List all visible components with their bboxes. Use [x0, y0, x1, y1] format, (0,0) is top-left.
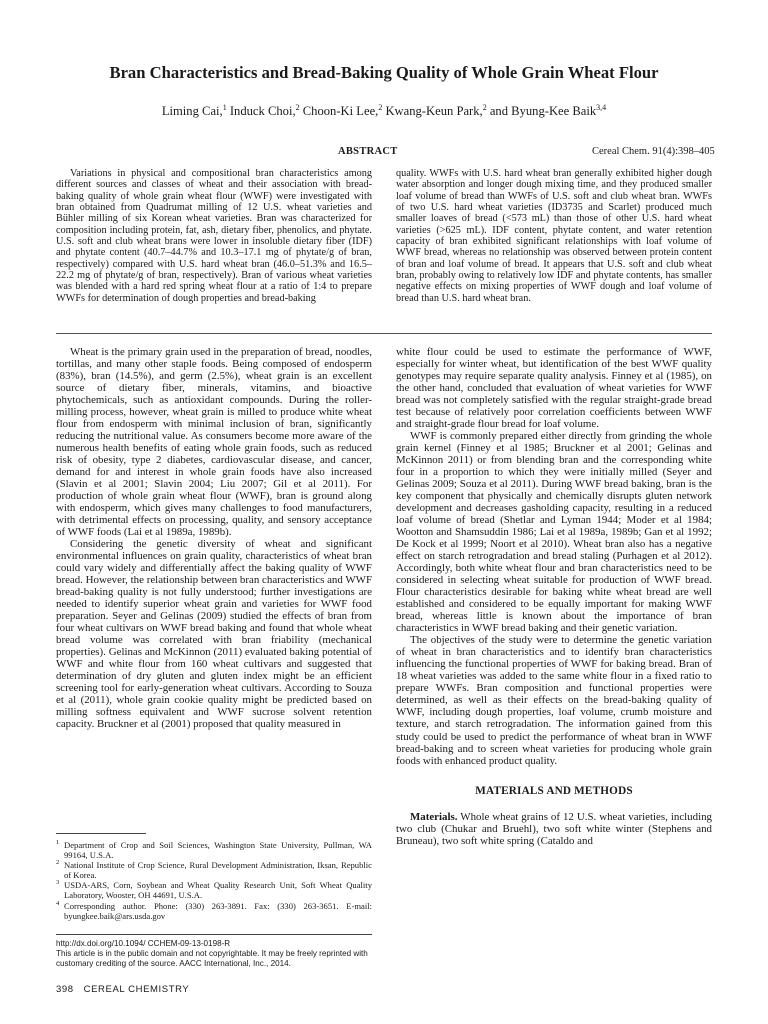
affiliation-footnotes	[56, 840, 372, 921]
doi-link[interactable]: http://dx.doi.org/10.1094/ CCHEM-09-13-0198-R	[56, 939, 231, 948]
author: Kwang-Keun Park,$^2$	[382, 103, 487, 119]
footnote: 2 National Institute of Crop Science, Rural Development Administration, Iksan, Republic of Korea.	[56, 859, 372, 881]
body-column-left	[56, 346, 372, 731]
body-paragraph: WWF is commonly prepared either directly from grinding the whole grain kernel (Finney et al 1985; Bruckner et al 2001; Gelinas and McKinnon 2011) or from blending bran and the corresponding white four in a proportion to which they were initially milled (Seyer and Gelinas 2009; Souza et al 2011). During WWF bread baking, bran is the key component that physically and chemically disrupts gluten network development and decreases gasholding capacity, resulting in a reduced loaf volume of bread (Shetlar and Lyman 1944; Moder et al 1984; Wootton and Shamsuddin 1986; Lai et al 1989a, 1989b; Gan et al 1992; De Kock et al 1999; Noort et al 2010). Wheat bran also has a negative effect on starch retrogradation and bread staling (Purhagen et al 2012). Accordingly, both white wheat flour and bran characteristics need to be considered in selecting wheat suitable for production of WWF bread. Flour characteristics desirable for baking white wheat bread are well established and considered to be equally important for making WWF bread, whereas little is known about the importance of bran characteristics in WWF bread baking and their genetic variation.	[396, 430, 712, 635]
paragraph-text: Whole wheat grains of 12 U.S. wheat varieties, including two club (Chukar and Bruehl), two soft white winter (Stephens and Bruneau), two soft white spring (Cataldo and	[396, 810, 712, 847]
body-paragraph	[396, 811, 712, 847]
doi-block	[56, 939, 376, 969]
body-paragraph: white flour could be used to estimate the performance of WWF, especially for winter wheat, but identification of the best WWF quality genotypes may require separate quality analysis. Finney et al (1985), on the other hand, concluded that evaluation of wheat varieties for WWF bread was not completely satisfied with the regular straight-grade bread test because of relatively poor correlation coefficients between WWF and straight-grade flour bread for loaf volume.	[396, 346, 712, 431]
author: Induck Choi,$^2$	[226, 103, 300, 119]
abstract-text: Variations in physical and compositional bran characteristics among different sources and classes of wheat and their association with bread-baking quality of whole grain wheat flour (WWF) were investigated with bran obtained from Quadrumat milling of 12 U.S. wheat varieties and Bühler milling of six Korean wheat varieties. Bran was characterized for composition including protein, fat, ash, dietary fiber, phenolics, and phytate. U.S. soft and club wheat brans were lower in insoluble dietary fiber (IDF) and phytate content (40.7–44.7% and 10.3–17.1 mg of phytate/g of bran, respectively) compared with U.S. hard wheat bran (46.0–51.3% and 16.5–22.2 mg of phytate/g of bran, respectively). Bran of various wheat varieties was blended with a hard red spring wheat flour at a ratio of 1:4 to prepare WWFs for determination of dough properties and bread-baking	[56, 168, 372, 304]
page-number: 398	[56, 984, 74, 995]
section-heading: MATERIALS AND METHODS	[475, 784, 633, 797]
footnote-divider	[56, 833, 146, 834]
journal-citation: Cereal Chem. 91(4):398–405	[592, 146, 715, 157]
body-paragraph: Wheat is the primary grain used in the preparation of bread, noodles, tortillas, and many other staple foods. Being composed of endosperm (83%), bran (14.5%), and germ (2.5%), wheat grain is an excellent source of dietary fiber, minerals, vitamins, and bioactive phytochemicals, such as antioxidant compounds. During the roller-milling process, however, wheat grain is milled to produce white wheat flour from endosperm with minimal inclusion of bran, significantly reducing the nutritional value. As consumers become more aware of the numerous health benefits of eating whole grain foods, such as reduced risk of obesity, type 2 diabetes, cardiovascular disease, and cancer, demand for and interest in whole grain foods have also increased (Slavin et al 2001; Slavin 2004; Liu 2007; Gil et al 2011). For production of whole grain wheat flour (WWF), bran is ground along with endosperm, which gives many challenges to food manufacturers, with detrimental effects on processing, quality, and sensory acceptance of WWF foods (Lai et al 1989a, 1989b).	[56, 346, 372, 539]
license-note: This article is in the public domain and not copyrightable. It may be freely reprinted with customary crediting of the source. AACC International, Inc., 2014.	[56, 949, 368, 968]
author: Choon-Ki Lee,$^2$	[299, 103, 383, 119]
abstract-heading: ABSTRACT	[338, 146, 398, 157]
footnote: 1 Department of Crop and Soil Sciences, Washington State University, Pullman, WA 99164, U.S.A.	[56, 839, 372, 861]
author: and Byung-Kee Baik$^{3,4}$	[486, 103, 607, 119]
author: Liming Cai,$^1$	[161, 103, 227, 119]
page-footer	[56, 984, 189, 995]
body-column-right	[396, 346, 712, 847]
footnote: 4 Corresponding author. Phone: (330) 263-3891. Fax: (330) 263-3651. E-mail: byungkee.baik@ars.usda.gov	[56, 899, 372, 921]
paper-title: Bran Characteristics and Bread-Baking Quality of Whole Grain Wheat Flour	[109, 63, 659, 82]
abstract-column-right	[396, 168, 712, 304]
body-paragraph: The objectives of the study were to determine the genetic variation of wheat in bran characteristics and to identify bran characteristics influencing the functional properties of WWF for baking bread. Bran of 18 wheat varieties was added to the same white flour in a fixed ratio to prepare WWFs. Bran composition and functional properties were determined, as well as their effects on the bread-baking quality of WWF, including dough properties, loaf volume, crumb moisture and texture, and starch retrogradation. The information gained from this study could be used to predict the performance of wheat bran in WWF bread-baking and to screen wheat varieties for producing whole grain foods with enhanced product quality.	[396, 634, 712, 767]
doi-divider	[56, 934, 372, 935]
body-paragraph: Considering the genetic diversity of wheat and significant environmental influences on grain quality, characteristics of wheat bran could vary widely and differentially affect the baking quality of WWF bread. However, the relationship between bran characteristics and WWF bread-baking quality is not fully understood; further investigations are needed to identify superior wheat grain and varieties for WWF food preparation. Seyer and Gelinas (2009) studied the effects of bran from four wheat cultivars on WWF bread baking and found that whole wheat bread volume was correlated with bran friability (mechanical properties). Gelinas and McKinnon (2011) evaluated baking potential of WWF and white flour from 160 wheat cultivars and suggested that determination of dry gluten and gluten index might be an efficient screening tool for early-generation wheat cultivars. According to Souza et al (2011), whole grain cookie quality might be predicted based on milling softness equivalent and WWF sucrose solvent retention capacity. Bruckner et al (2001) proposed that quality measured in	[56, 538, 372, 731]
footnote: 3 USDA-ARS, Corn, Soybean and Wheat Quality Research Unit, Soft Wheat Quality Laboratory, Wooster, OH 44691, U.S.A.	[56, 879, 372, 901]
runin-heading: Materials.	[410, 810, 458, 823]
abstract-text: quality. WWFs with U.S. hard wheat bran generally exhibited higher dough water absorption and longer dough mixing time, and they produced smaller loaf volume of bread than WWFs of U.S. soft and club wheat bran. WWFs of two U.S. hard wheat varieties (ID3735 and Scarlet) produced much smaller loaves of bread (<573 mL) than those of other U.S. hard wheat varieties (>625 mL). IDF content, phytate content, and water retention capacity of bran exhibited significant relationships with loaf volume of WWF bread, whereas no relationship was observed between protein content of bran and loaf volume of bread. It appears that U.S. soft and club wheat bran, probably owing to relatively low IDF and phytate contents, has smaller negative effects on mixing properties of WWF dough and loaf volume of bread than U.S. hard wheat bran.	[396, 168, 712, 304]
author-list	[40, 103, 728, 119]
abstract-column-left	[56, 168, 372, 304]
abstract-divider	[56, 333, 712, 334]
journal-name: CEREAL CHEMISTRY	[83, 984, 190, 995]
